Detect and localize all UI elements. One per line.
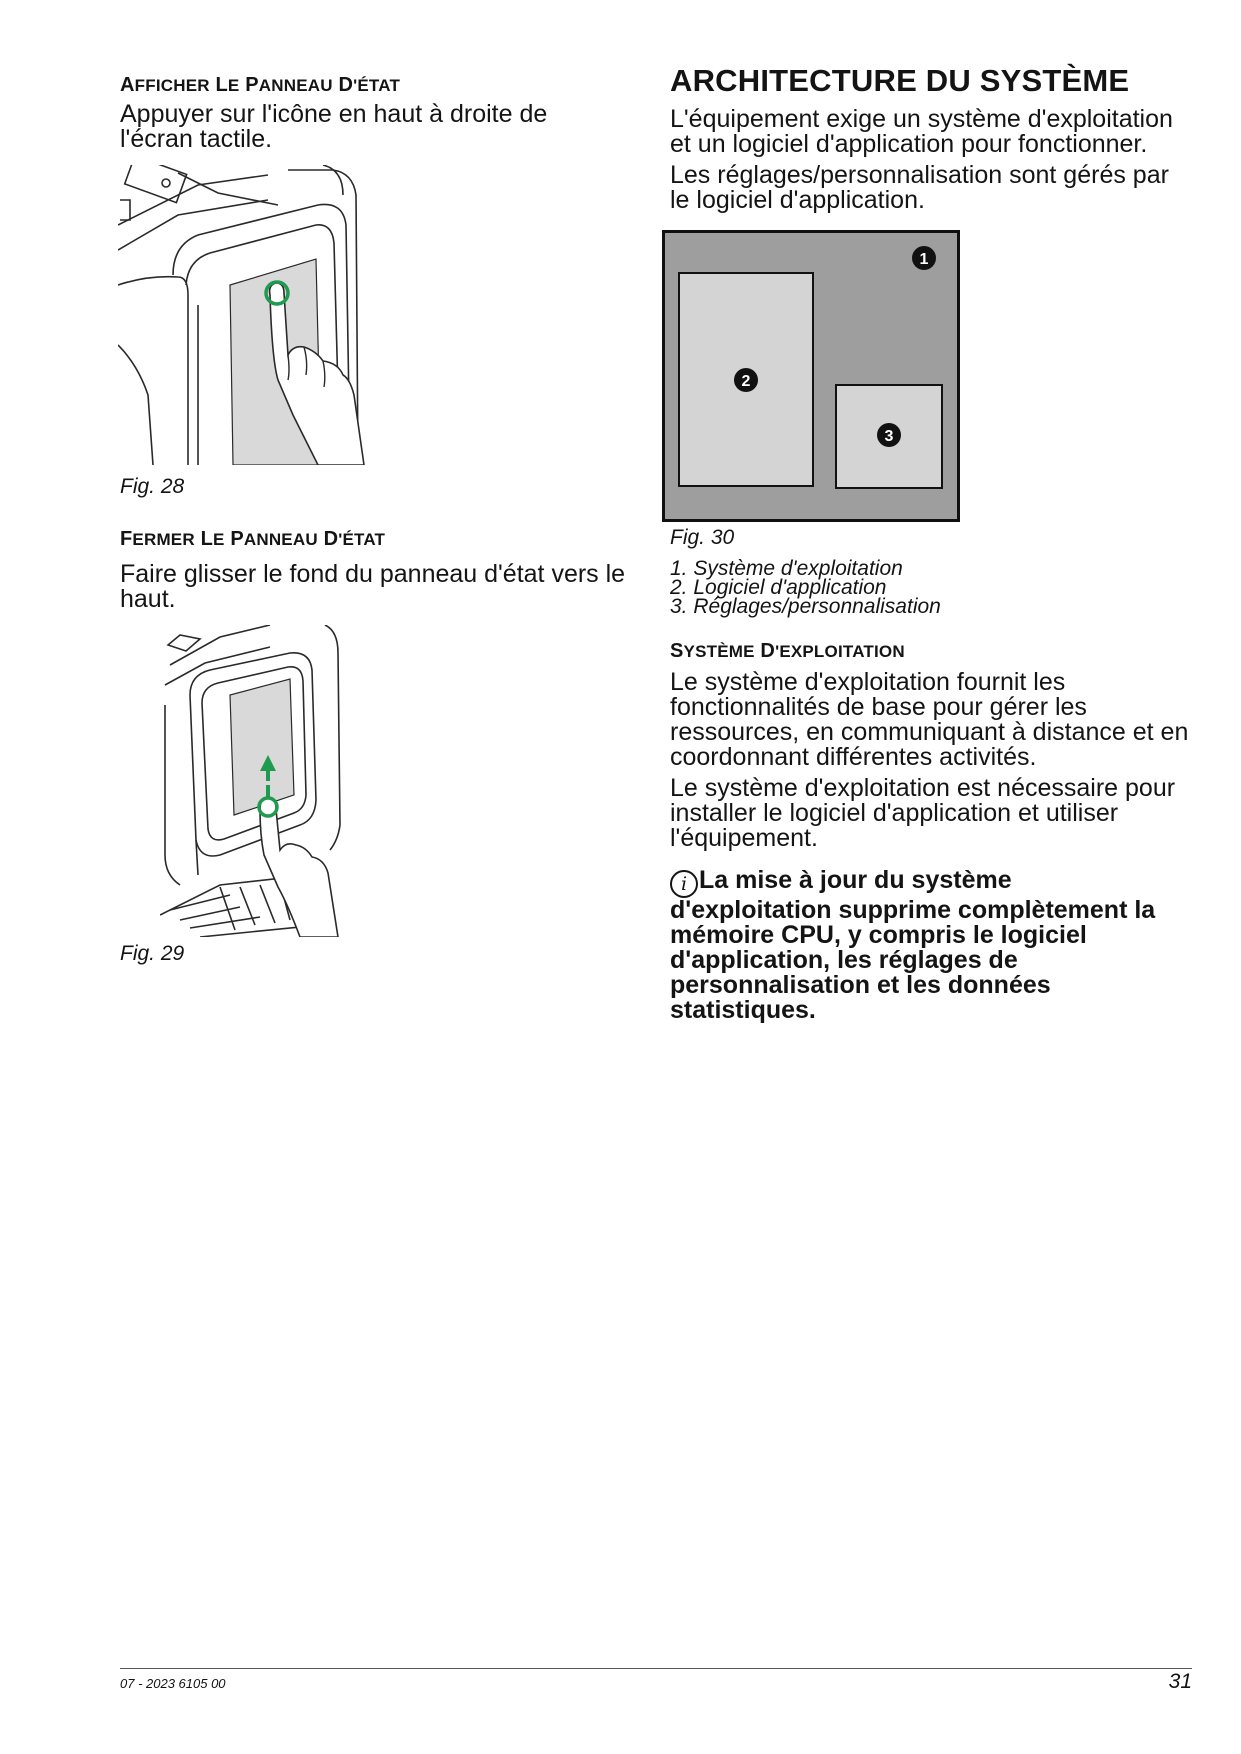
diagram-legend	[670, 559, 1210, 616]
svg-text:3: 3	[884, 428, 894, 445]
figure-29-caption: Fig. 29	[120, 942, 185, 965]
figure-28-caption: Fig. 28	[120, 475, 185, 498]
intro-paragraph: L'équipement exige un système d'exploitation et un logiciel d'application pour fonctionner.	[670, 105, 1173, 158]
legend-item: 3. Réglages/personnalisation	[670, 595, 941, 618]
os-subheading: SYSTÈME D'EXPLOITATION	[670, 640, 905, 662]
section-text-show-status: Appuyer sur l'icône en haut à droite de l'écran tactile.	[120, 100, 548, 153]
footer-divider	[120, 1668, 1192, 1669]
marker-1	[912, 246, 936, 270]
page-title: ARCHITECTURE DU SYSTÈME	[670, 63, 1130, 98]
footer-document-code: 07 - 2023 6105 00	[120, 1676, 226, 1691]
legend-item: 2. Logiciel d'application	[670, 576, 887, 599]
info-note-text: La mise à jour du système d'exploitation supprime complètement la mémoire CPU, y compris le logiciel d'application, les réglages de personnalisation et les données statistiques.	[670, 866, 1156, 1024]
legend-item: 1. Système d'exploitation	[670, 557, 903, 580]
info-icon: i	[670, 870, 698, 898]
marker-3	[877, 423, 901, 447]
figure-29-illustration	[160, 625, 370, 937]
marker-2	[734, 368, 758, 392]
os-paragraph: Le système d'exploitation est nécessaire pour installer le logiciel d'application et utiliser l'équipement.	[670, 774, 1176, 852]
system-architecture-diagram	[662, 230, 960, 522]
figure-30-caption: Fig. 30	[670, 526, 735, 549]
section-heading-close-status: FERMER LE PANNEAU D'ÉTAT	[120, 528, 386, 550]
os-text	[670, 670, 1190, 851]
info-note	[670, 868, 1170, 1023]
section-heading-show-status: AFFICHER LE PANNEAU D'ÉTAT	[120, 74, 401, 96]
page-number: 31	[1168, 1670, 1192, 1693]
svg-text:2: 2	[741, 373, 751, 390]
figure-28-illustration	[118, 165, 418, 465]
intro-text	[670, 107, 1190, 213]
section-text-close-status: Faire glisser le fond du panneau d'état vers le haut.	[120, 560, 626, 613]
intro-paragraph: Les réglages/personnalisation sont gérés par le logiciel d'application.	[670, 161, 1169, 214]
svg-text:1: 1	[919, 251, 929, 268]
os-paragraph: Le système d'exploitation fournit les fonctionnalités de base pour gérer les ressources, en communiquant à distance et en coordonnant différentes activités.	[670, 668, 1189, 771]
